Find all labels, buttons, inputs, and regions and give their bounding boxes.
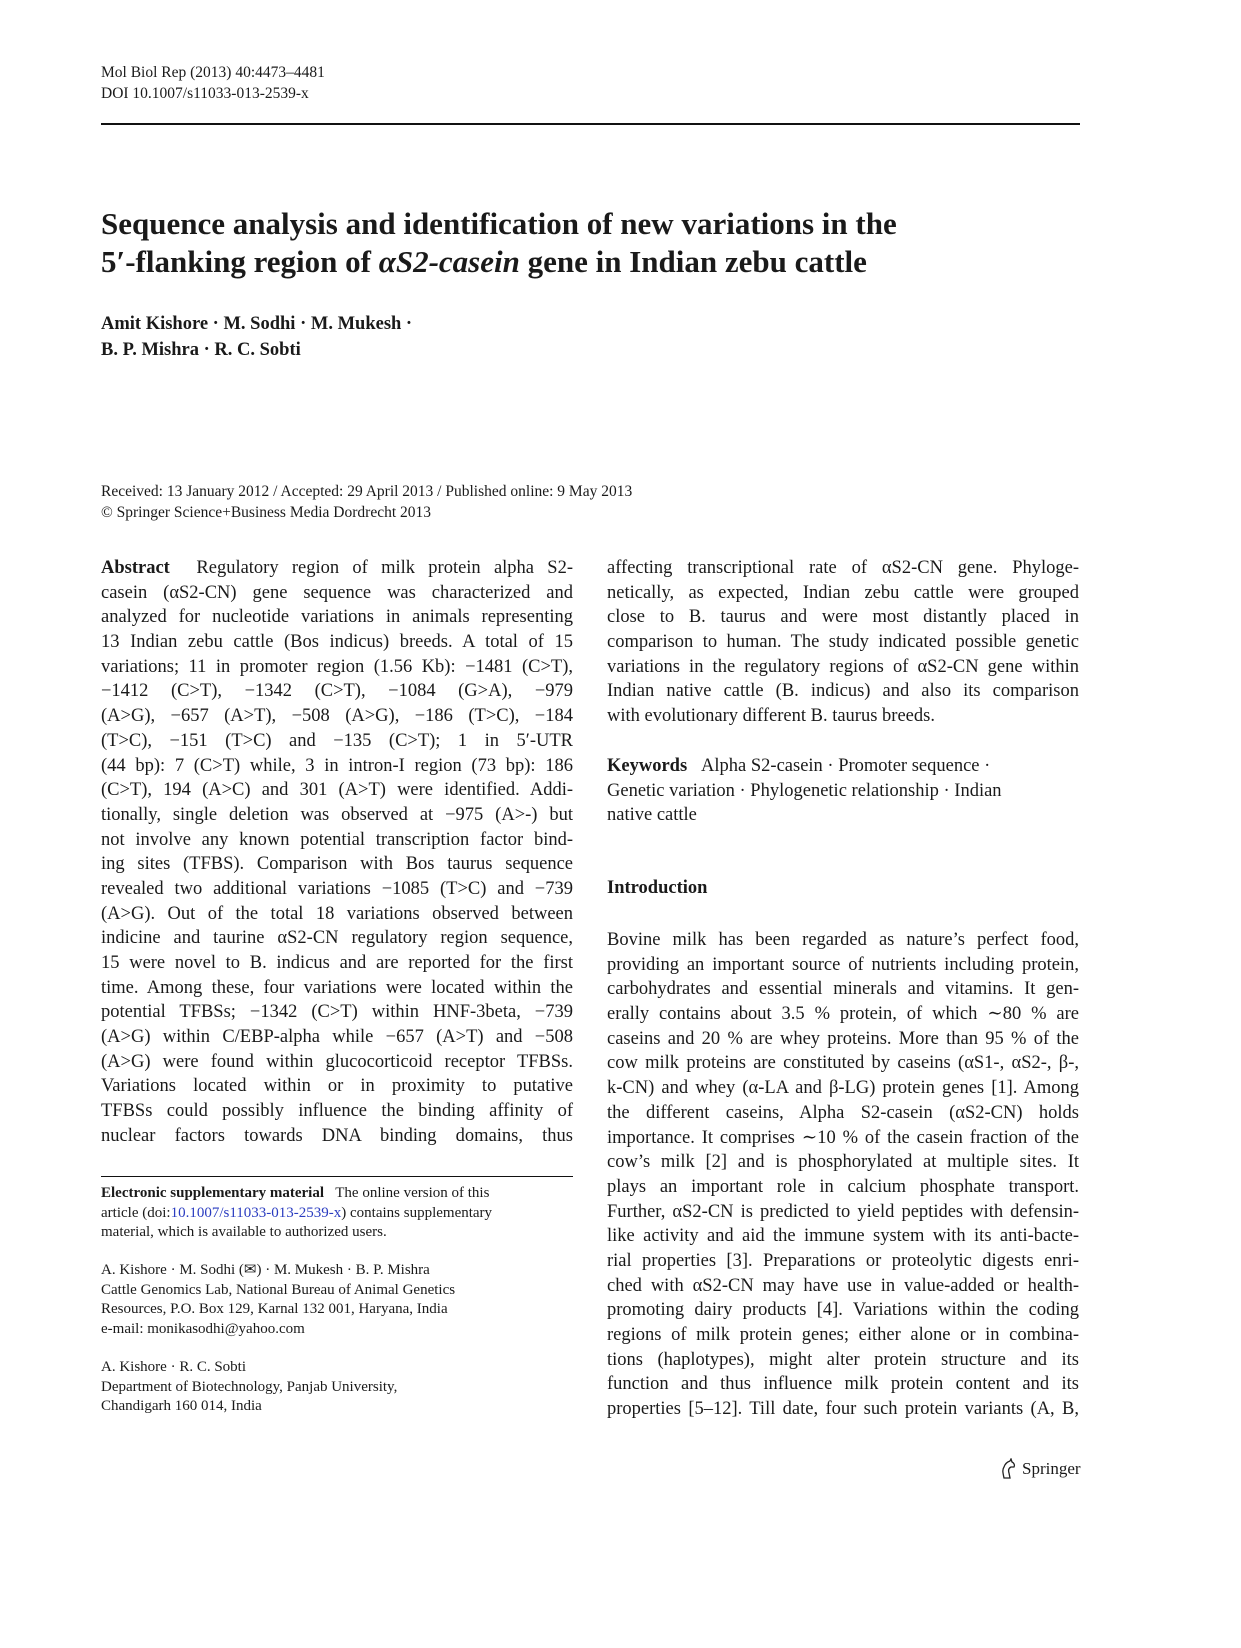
abstract-line: (44 bp): 7 (C>T) while, 3 in intron-I region (73 bp): 186 bbox=[101, 755, 573, 776]
abstract-line: ing sites (TFBS). Comparison with Bos taurus sequence bbox=[101, 854, 573, 875]
springer-horse-icon bbox=[998, 1458, 1018, 1480]
intro-line: the different caseins, Alpha S2-casein (αS2-CN) holds bbox=[607, 1102, 1079, 1123]
journal-doi: DOI 10.1007/s11033-013-2539-x bbox=[101, 85, 309, 102]
abstract-line: (A>G). Out of the total 18 variations observed between bbox=[101, 903, 573, 924]
abstract-line: (C>T), 194 (A>C) and 301 (A>T) were identified. Addi- bbox=[101, 780, 573, 801]
abstract-line: indicine and taurine αS2-CN regulatory region sequence, bbox=[101, 928, 573, 949]
abstract-line: TFBSs could possibly influence the binding affinity of bbox=[101, 1101, 573, 1122]
abstract-line: (A>G) were found within glucocorticoid receptor TFBSs. bbox=[101, 1051, 573, 1072]
abstract-line: 13 Indian zebu cattle (Bos indicus) breeds. A total of 15 bbox=[101, 632, 573, 653]
intro-line: caseins and 20 % are whey proteins. More than 95 % of the bbox=[607, 1028, 1079, 1049]
title-line-2b: gene in Indian zebu cattle bbox=[519, 244, 867, 279]
intro-line: regions of milk protein genes; either alone or in combina- bbox=[607, 1325, 1079, 1345]
journal-citation: Mol Biol Rep (2013) 40:4473–4481 bbox=[101, 64, 325, 81]
supp-label: Electronic supplementary material bbox=[101, 1185, 325, 1201]
abstract-line: not involve any known potential transcription factor bind- bbox=[101, 829, 573, 850]
abstract-line: potential TFBSs; −1342 (C>T) within HNF-3beta, −739 bbox=[101, 1002, 573, 1023]
abstract-line: (T>C), −151 (T>C) and −135 (C>T); 1 in 5′-UTR bbox=[101, 730, 573, 751]
intro-line: promoting dairy products [4]. Variations within the coding bbox=[607, 1300, 1079, 1321]
intro-line: tions (haplotypes), might alter protein structure and its bbox=[607, 1349, 1079, 1370]
abstract-line: comparison to human. The study indicated possible genetic bbox=[607, 632, 1079, 653]
title-line-2a: 5′-flanking region of bbox=[101, 244, 379, 279]
intro-line: rial properties [3]. Preparations or proteolytic digests enri- bbox=[607, 1250, 1079, 1271]
intro-line: like activity and aid the immune system with its anti-bacte- bbox=[607, 1226, 1079, 1247]
abstract-line: Variations located within or in proximity to putative bbox=[101, 1076, 573, 1097]
intro-line: erally contains about 3.5 % protein, of which ∼80 % are bbox=[607, 1004, 1079, 1025]
footnote-rule bbox=[101, 1176, 573, 1177]
intro-line: plays an important role in calcium phosphate transport. bbox=[607, 1176, 1079, 1197]
article-history bbox=[101, 481, 632, 523]
abstract-line: (A>G) within C/EBP-alpha while −657 (A>T) and −508 bbox=[101, 1027, 573, 1048]
publisher-logo bbox=[998, 1458, 1081, 1480]
abstract-line: variations in the regulatory regions of αS2-CN gene within bbox=[607, 656, 1079, 677]
history-dates: Received: 13 January 2012 / Accepted: 29 April 2013 / Published online: 9 May 2013 bbox=[101, 483, 633, 500]
abstract-line: netically, as expected, Indian zebu cattle were grouped bbox=[607, 582, 1079, 603]
keywords-line: native cattle bbox=[607, 805, 697, 826]
abstract-line: affecting transcriptional rate of αS2-CN gene. Phyloge- bbox=[607, 558, 1079, 578]
abstract-line: −1412 (C>T), −1342 (C>T), −1084 (G>A), −979 bbox=[101, 681, 573, 702]
authors-line-1: Amit Kishore · M. Sodhi · M. Mukesh · bbox=[101, 314, 413, 334]
abstract bbox=[101, 556, 573, 1149]
abstract-line: Abstract Regulatory region of milk protein alpha S2- bbox=[101, 558, 573, 578]
abstract-line: tionally, single deletion was observed at −975 (A>-) but bbox=[101, 804, 573, 825]
intro-line: Further, αS2-CN is predicted to yield peptides with defensin- bbox=[607, 1201, 1079, 1222]
authors-line-2: B. P. Mishra · R. C. Sobti bbox=[101, 340, 301, 360]
intro-line: k-CN) and whey (α-LA and β-LG) protein genes [1]. Among bbox=[607, 1078, 1079, 1099]
keywords bbox=[607, 754, 1079, 828]
affiliation-1: A. Kishore · M. Sodhi (✉) · M. Mukesh · B. P. Mishra Cattle Genomics Lab, National Bureau of Animal Genetics Resources, P.O. Box 129, Karnal 132 001, Haryana, India e-mail: monikasodhi@yahoo.com bbox=[101, 1261, 573, 1339]
introduction-heading: Introduction bbox=[607, 878, 708, 898]
abstract-line: time. Among these, four variations were located within the bbox=[101, 977, 573, 998]
abstract-line: 15 were novel to B. indicus and are reported for the first bbox=[101, 953, 573, 973]
intro-line: importance. It comprises ∼10 % of the casein fraction of the bbox=[607, 1127, 1079, 1148]
title-gene-name: αS2-casein bbox=[378, 244, 520, 279]
abstract-label: Abstract bbox=[101, 558, 170, 578]
article-title bbox=[101, 205, 1061, 281]
corresponding-email[interactable]: e-mail: monikasodhi@yahoo.com bbox=[101, 1320, 305, 1337]
abstract-line: close to B. taurus and were most distantly placed in bbox=[607, 607, 1079, 628]
intro-line: Bovine milk has been regarded as nature’s perfect food, bbox=[607, 930, 1079, 950]
intro-line: ched with αS2-CN may have use in value-added or health- bbox=[607, 1275, 1079, 1296]
abstract-line: revealed two additional variations −1085 (T>C) and −739 bbox=[101, 878, 573, 899]
intro-line: cow’s milk [2] and is phosphorylated at multiple sites. It bbox=[607, 1152, 1079, 1173]
abstract-line: with evolutionary different B. taurus breeds. bbox=[607, 706, 935, 727]
intro-line: function and thus influence milk protein content and its bbox=[607, 1374, 1079, 1395]
intro-line: carbohydrates and essential minerals and vitamins. It gen- bbox=[607, 979, 1079, 1000]
intro-line: providing an important source of nutrients including protein, bbox=[607, 954, 1079, 975]
author-list bbox=[101, 311, 412, 363]
keywords-line: Genetic variation · Phylogenetic relationship · Indian bbox=[607, 780, 1002, 801]
abstract-line: (A>G), −657 (A>T), −508 (A>G), −186 (T>C), −184 bbox=[101, 706, 573, 727]
publisher-name: Springer bbox=[1022, 1459, 1081, 1478]
intro-line: cow milk proteins are constituted by caseins (αS1-, αS2-, β-, bbox=[607, 1053, 1079, 1074]
intro-line: properties [5–12]. Till date, four such protein variants (A, B, bbox=[607, 1399, 1079, 1420]
supplementary-material-note: Electronic supplementary material The online version of this article (doi:10.1007/s11033-013-2539-x) contains supplementary material, which is available to authorized users. bbox=[101, 1185, 493, 1240]
journal-header bbox=[101, 62, 325, 104]
affiliation-2: A. Kishore · R. C. Sobti Department of Biotechnology, Panjab University, Chandigarh 160 014, India bbox=[101, 1359, 398, 1414]
abstract-line: variations; 11 in promoter region (1.56 Kb): −1481 (C>T), bbox=[101, 656, 573, 677]
abstract-line: casein (αS2-CN) gene sequence was characterized and bbox=[101, 582, 573, 603]
abstract-line: Indian native cattle (B. indicus) and also its comparison bbox=[607, 681, 1079, 702]
title-line-1: Sequence analysis and identification of new variations in the bbox=[101, 206, 897, 241]
abstract-line: analyzed for nucleotide variations in animals representing bbox=[101, 607, 573, 628]
keywords-line: Keywords Alpha S2-casein · Promoter sequence · bbox=[607, 756, 991, 776]
copyright-notice: © Springer Science+Business Media Dordrecht 2013 bbox=[101, 504, 432, 521]
keywords-label: Keywords bbox=[607, 756, 688, 776]
abstract-continuation bbox=[607, 556, 1079, 729]
header-rule bbox=[101, 123, 1080, 125]
abstract-line: nuclear factors towards DNA binding domains, thus bbox=[101, 1125, 573, 1146]
introduction-body bbox=[607, 928, 1079, 1422]
supplementary-doi-link[interactable]: 10.1007/s11033-013-2539-x bbox=[170, 1204, 342, 1221]
